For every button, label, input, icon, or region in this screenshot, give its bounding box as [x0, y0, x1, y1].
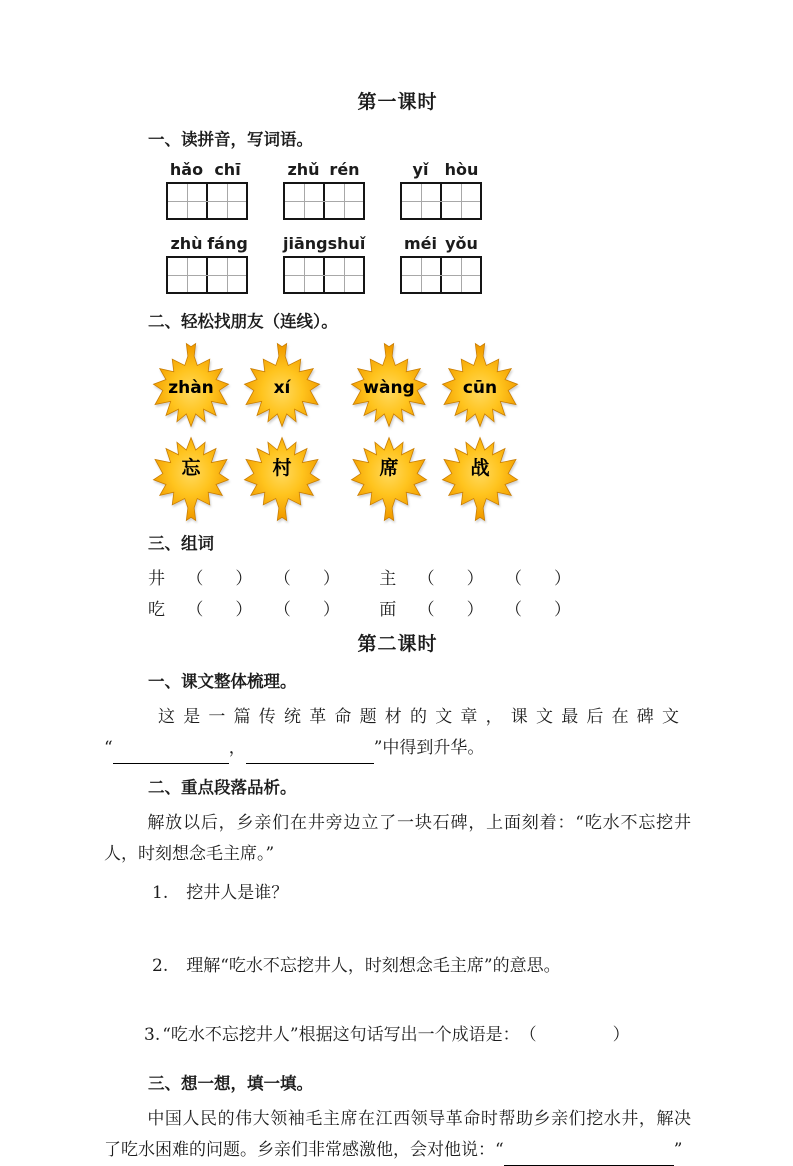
- paren-open: （: [186, 569, 204, 589]
- pinyin-syllable: shuǐ: [327, 234, 366, 253]
- l1-section3-heading: 三、组词: [148, 535, 214, 553]
- paren-close: ）: [466, 600, 484, 620]
- answer-paren-blank[interactable]: [186, 564, 252, 595]
- writing-cell[interactable]: [323, 184, 363, 218]
- leaf-row-characters: [150, 436, 691, 524]
- writing-cell[interactable]: [285, 258, 323, 292]
- l2-section2-heading: 二、重点段落品析。: [148, 779, 297, 797]
- answer-blank[interactable]: [246, 743, 374, 764]
- paren-open: （: [505, 569, 523, 589]
- writing-grid: [283, 256, 365, 294]
- quote-open: “: [495, 1140, 504, 1160]
- pinyin-label: [283, 234, 365, 254]
- pinyin-label: [400, 160, 482, 180]
- maple-leaf-icon: [439, 436, 521, 522]
- paren-close: ）: [322, 600, 340, 620]
- intro-blank-line: [104, 732, 691, 764]
- maple-leaf-icon: [150, 436, 232, 522]
- match-leaf-pinyin[interactable]: [150, 342, 232, 428]
- match-leaf-pinyin[interactable]: [241, 342, 323, 428]
- passage-paragraph: 解放以后，乡亲们在井旁边立了一块石碑，上面刻着：“吃水不忘挖井人，时刻想念毛主席。”: [104, 813, 691, 864]
- question-1: [152, 878, 691, 908]
- zuci-character: 主: [379, 569, 397, 589]
- writing-cell[interactable]: [285, 184, 323, 218]
- zuci-character: 面: [379, 600, 397, 620]
- question-number: 3.: [144, 1025, 161, 1045]
- paren-close: ）: [235, 600, 253, 620]
- pinyin-label: [283, 160, 365, 180]
- paren-close: ）: [612, 1025, 630, 1045]
- comma: ，: [228, 738, 246, 758]
- pinyin-label: [166, 234, 248, 254]
- leaf-pinyin-label: xí: [273, 378, 291, 399]
- question-number: 2.: [152, 956, 169, 976]
- paren-close: ）: [466, 569, 484, 589]
- writing-cell[interactable]: [440, 184, 480, 218]
- paren-open: （: [417, 600, 435, 620]
- l1-section2-heading: 二、轻松找朋友（连线）。: [148, 313, 338, 331]
- word-group: [283, 160, 365, 220]
- paren-open: （: [273, 569, 291, 589]
- pinyin-grid-row-1: [166, 160, 691, 220]
- answer-paren-blank[interactable]: [186, 595, 252, 626]
- answer-blank[interactable]: [113, 743, 229, 764]
- leaf-pinyin-label: wàng: [363, 378, 415, 399]
- paren-open: （: [186, 600, 204, 620]
- question-number: 1.: [152, 883, 169, 903]
- writing-cell[interactable]: [440, 258, 480, 292]
- writing-grid: [166, 256, 248, 294]
- l2-section3-heading: 三、想一想，填一填。: [148, 1075, 313, 1093]
- fill-paragraph: [104, 1104, 691, 1166]
- leaf-row-pinyin: [150, 342, 691, 430]
- pinyin-syllable: yǒu: [445, 234, 478, 253]
- paren-close: ）: [554, 569, 572, 589]
- answer-paren-blank[interactable]: [274, 595, 340, 626]
- pinyin-syllable: jiāng: [283, 234, 328, 253]
- intro-sentence: 这是一篇传统革命题材的文章，课文最后在碑文: [158, 707, 688, 727]
- paren-open: （: [519, 1025, 537, 1045]
- writing-cell[interactable]: [402, 184, 440, 218]
- question-text: 挖井人是谁？: [186, 883, 289, 903]
- match-leaf-pinyin[interactable]: [439, 342, 521, 428]
- lesson1-title: 第一课时: [357, 92, 438, 113]
- answer-paren-blank[interactable]: [274, 564, 340, 595]
- pinyin-syllable: hòu: [444, 160, 479, 179]
- leaf-pinyin-label: zhàn: [168, 378, 214, 399]
- paren-close: ）: [554, 600, 572, 620]
- match-leaf-pinyin[interactable]: [348, 342, 430, 428]
- pinyin-grid-row-2: [166, 234, 691, 294]
- writing-grid: [283, 182, 365, 220]
- writing-grid: [400, 256, 482, 294]
- pinyin-syllable: fáng: [207, 234, 248, 253]
- leaf-pinyin-label: cūn: [462, 378, 498, 399]
- maple-leaf-icon: [348, 436, 430, 522]
- writing-cell[interactable]: [168, 258, 206, 292]
- pinyin-syllable: chī: [214, 160, 241, 179]
- writing-grid: [400, 182, 482, 220]
- pinyin-syllable: méi: [403, 234, 437, 253]
- pinyin-label: [400, 234, 482, 254]
- pinyin-syllable: zhù: [170, 234, 203, 253]
- match-leaf-character[interactable]: [150, 436, 232, 522]
- zuci-row: [148, 595, 691, 626]
- match-leaf-character[interactable]: [439, 436, 521, 522]
- question-2: [152, 951, 691, 981]
- writing-cell[interactable]: [168, 184, 206, 218]
- pinyin-syllable: yǐ: [412, 160, 429, 179]
- answer-paren-blank[interactable]: [418, 564, 484, 595]
- intro-suffix: ”中得到升华。: [373, 738, 485, 758]
- leaf-character-label: 忘: [181, 457, 201, 480]
- answer-paren-blank[interactable]: [520, 1020, 630, 1050]
- l2-section1-heading: 一、课文整体梳理。: [148, 673, 297, 691]
- answer-blank[interactable]: [504, 1145, 674, 1166]
- answer-paren-blank[interactable]: [505, 564, 571, 595]
- lesson2-title: 第二课时: [357, 634, 438, 655]
- match-leaf-character[interactable]: [348, 436, 430, 522]
- quote-close: ”: [673, 1140, 683, 1160]
- pinyin-syllable: zhǔ: [287, 160, 320, 179]
- paren-open: （: [273, 600, 291, 620]
- writing-cell[interactable]: [206, 184, 246, 218]
- writing-cell[interactable]: [206, 258, 246, 292]
- word-group: [400, 160, 482, 220]
- question-text: “吃水不忘挖井人”根据这句话写出一个成语是：: [162, 1025, 520, 1045]
- paren-close: ）: [235, 569, 253, 589]
- match-leaf-character[interactable]: [241, 436, 323, 522]
- question-3: [144, 1020, 691, 1050]
- word-group: [283, 234, 365, 294]
- pinyin-label: [166, 160, 248, 180]
- paren-close: ）: [322, 569, 340, 589]
- answer-paren-blank[interactable]: [505, 595, 571, 626]
- leaf-character-label: 战: [470, 457, 490, 480]
- pinyin-syllable: rén: [329, 160, 360, 179]
- answer-paren-blank[interactable]: [418, 595, 484, 626]
- zuci-row: [148, 564, 691, 595]
- zuci-character: 井: [148, 569, 165, 589]
- pinyin-syllable: hǎo: [169, 160, 204, 179]
- word-group: [166, 234, 248, 294]
- paren-open: （: [505, 600, 523, 620]
- maple-leaf-icon: [241, 436, 323, 522]
- writing-cell[interactable]: [323, 258, 363, 292]
- writing-cell[interactable]: [402, 258, 440, 292]
- leaf-character-label: 村: [272, 457, 292, 480]
- quote-open: “: [104, 738, 113, 758]
- l1-section1-heading: 一、读拼音，写词语。: [148, 131, 313, 149]
- leaf-character-label: 席: [379, 457, 399, 480]
- writing-grid: [166, 182, 248, 220]
- word-group: [166, 160, 248, 220]
- zuci-character: 吃: [148, 600, 165, 620]
- word-group: [400, 234, 482, 294]
- question-text: 理解“吃水不忘挖井人，时刻想念毛主席”的意思。: [186, 956, 561, 976]
- paren-open: （: [417, 569, 435, 589]
- fill-text: 中国人民的伟大领袖毛主席在江西领导革命时帮助乡亲们挖水井，解决了吃水困难的问题。乡亲们非常感激他，会对他说：: [104, 1109, 691, 1160]
